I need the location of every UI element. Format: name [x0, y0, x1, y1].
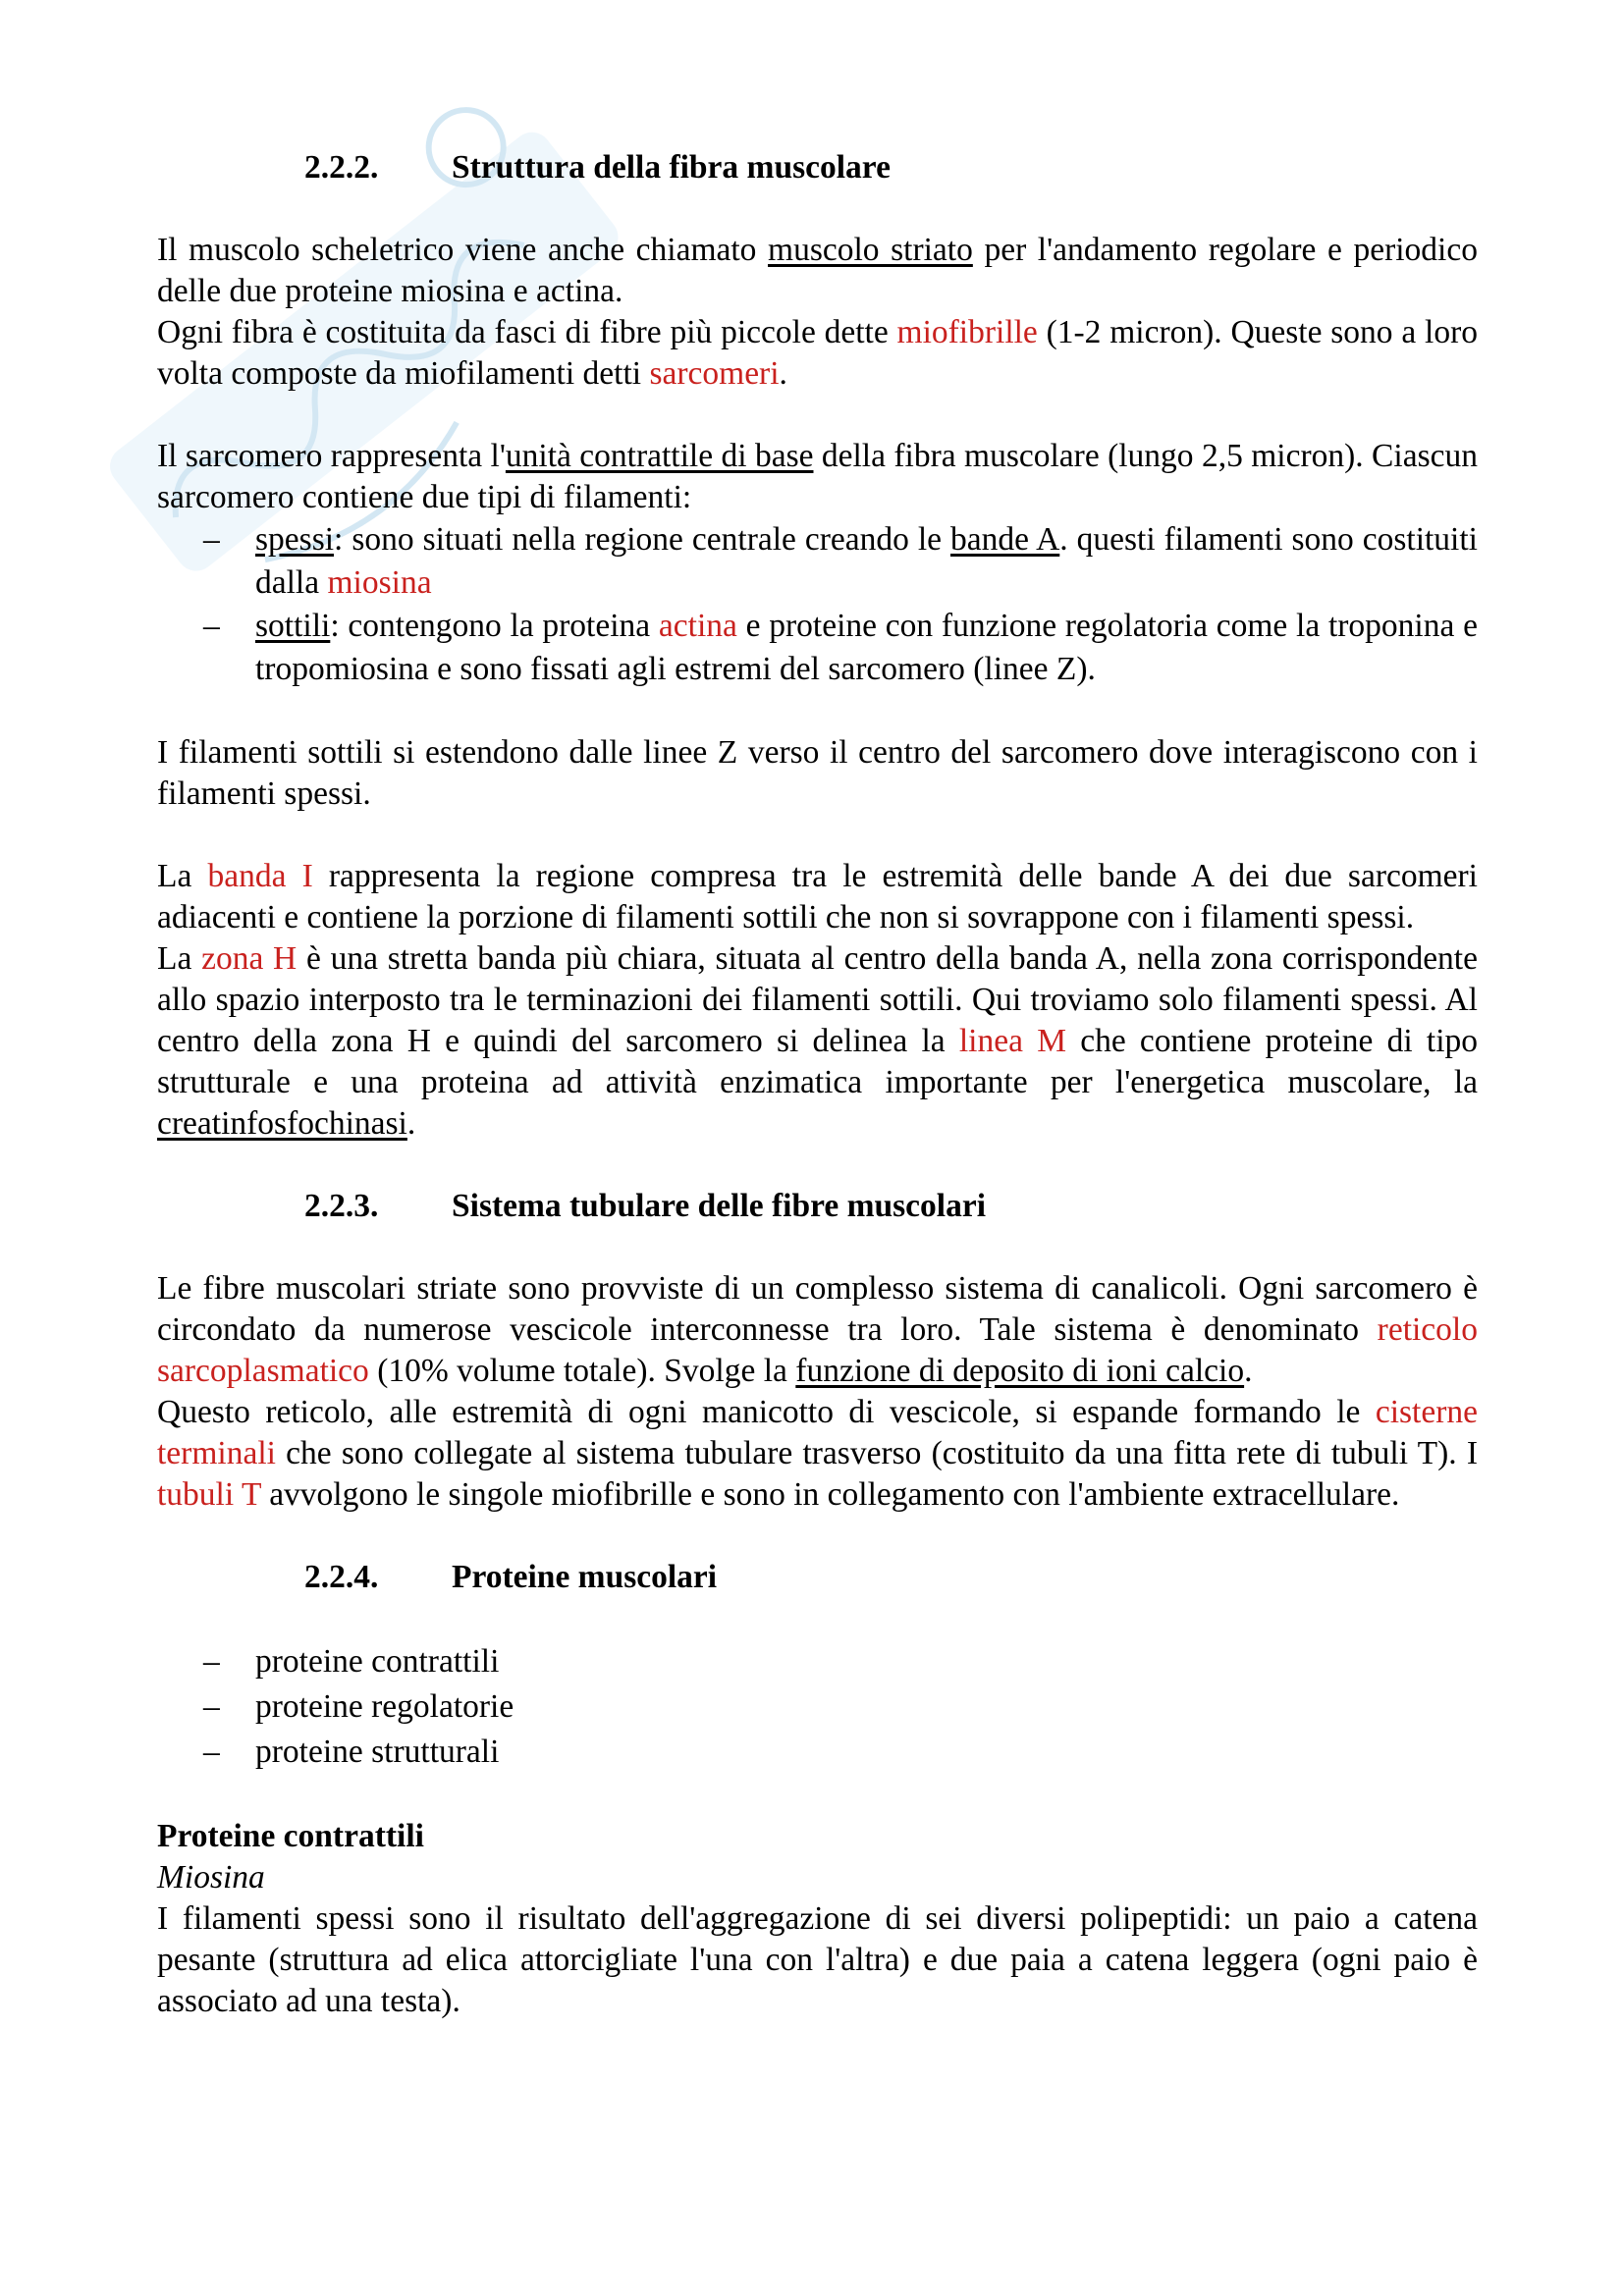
paragraph: I filamenti sottili si estendono dalle linee Z verso il centro del sarcomero dove interagiscono con i filamenti spessi.: [157, 734, 1478, 812]
section-number: 2.2.3.: [304, 1188, 379, 1224]
section-heading-2-2-4: [157, 1557, 1478, 1598]
highlighted-term: sarcomeri: [649, 355, 780, 392]
highlighted-term: linea M: [958, 1023, 1066, 1059]
underlined-term: muscolo striato: [768, 232, 973, 268]
underlined-term: unità contrattile di base: [505, 438, 814, 474]
paragraph: Il muscolo scheletrico viene anche chiamato muscolo striato per l'andamento regolare e periodico delle due proteine miosina e actina.: [157, 232, 1478, 309]
paragraph: La zona H è una stretta banda più chiara, situata al centro della banda A, nella zona corrispondente allo spazio interposto tra le terminazioni dei filamenti sottili. Qui troviamo solo filamenti spessi. Al centro della zona H e quindi del sarcomero si delinea la linea M che contiene proteine di tipo strutturale e una proteina ad attività enzimatica importante per l'energetica muscolare, la creatinfosfochinasi.: [157, 940, 1479, 1142]
paragraph: I filamenti spessi sono il risultato dell'aggregazione di sei diversi polipeptidi: un paio a catena pesante (struttura ad elica attorcigliate l'una con l'altra) e due paia a catena leggera (ogni paio è associato ad una testa).: [157, 1900, 1478, 2019]
section-number: 2.2.2.: [304, 149, 379, 186]
highlighted-term: banda I: [207, 858, 313, 894]
highlighted-term: cisterne terminali: [157, 1394, 1478, 1471]
highlighted-term: zona H: [201, 940, 298, 977]
section-heading-2-2-3: [157, 1186, 1478, 1227]
section-title: Struttura della fibra muscolare: [452, 149, 891, 186]
highlighted-term: tubuli T: [157, 1476, 261, 1513]
protein-list: [157, 1639, 1478, 1775]
list-item: – proteine strutturali: [157, 1730, 1478, 1775]
highlighted-term: reticolo sarcoplasmatico: [157, 1311, 1478, 1389]
document-body: [157, 147, 1478, 2022]
section-title: Sistema tubulare delle fibre muscolari: [452, 1188, 987, 1224]
underlined-term: creatinfosfochinasi: [157, 1105, 407, 1142]
paragraph: La banda I rappresenta la regione compresa tra le estremità delle bande A dei due sarcomeri adiacenti e contiene la porzione di filamenti sottili che non si sovrappone con i filamenti spessi.: [157, 858, 1478, 935]
list-item: – proteine regolatorie: [157, 1684, 1478, 1730]
paragraph: Il sarcomero rappresenta l'unità contrattile di base della fibra muscolare (lungo 2,5 micron). Ciascun sarcomero contiene due tipi di filamenti:: [157, 438, 1478, 515]
paragraph: Ogni fibra è costituita da fasci di fibre più piccole dette miofibrille (1-2 micron). Queste sono a loro volta composte da miofilamenti detti sarcomeri.: [157, 314, 1478, 392]
underlined-term: funzione di deposito di ioni calcio: [795, 1353, 1245, 1389]
list-item: – proteine contrattili: [157, 1639, 1478, 1684]
paragraph: Le fibre muscolari striate sono provviste di un complesso sistema di canalicoli. Ogni sarcomero è circondato da numerose vescicole interconnesse tra loro. Tale sistema è denominato reticolo sarcoplasmatico (10% volume totale). Svolge la funzione di deposito di ioni calcio.: [157, 1270, 1478, 1389]
filament-list: [157, 518, 1478, 691]
list-item: – sottili: contengono la proteina actina e proteine con funzione regolatoria come la troponina e tropomiosina e sono fissati agli estremi del sarcomero (linee Z).: [157, 605, 1478, 691]
section-number: 2.2.4.: [304, 1559, 379, 1595]
paragraph: Questo reticolo, alle estremità di ogni manicotto di vescicole, si espande formando le cisterne terminali che sono collegate al sistema tubulare trasverso (costituito da una fitta rete di tubuli T). I tubuli T avvolgono le singole miofibrille e sono in collegamento con l'ambiente extracellulare.: [157, 1394, 1478, 1513]
highlighted-term: miofibrille: [896, 314, 1038, 350]
section-title: Proteine muscolari: [452, 1559, 718, 1595]
subsubheading: Miosina: [157, 1859, 265, 1896]
list-item: – spessi: sono situati nella regione centrale creando le bande A. questi filamenti sono costituiti dalla miosina: [157, 518, 1478, 605]
subheading: Proteine contrattili: [157, 1818, 424, 1854]
section-heading-2-2-2: [157, 147, 1478, 188]
